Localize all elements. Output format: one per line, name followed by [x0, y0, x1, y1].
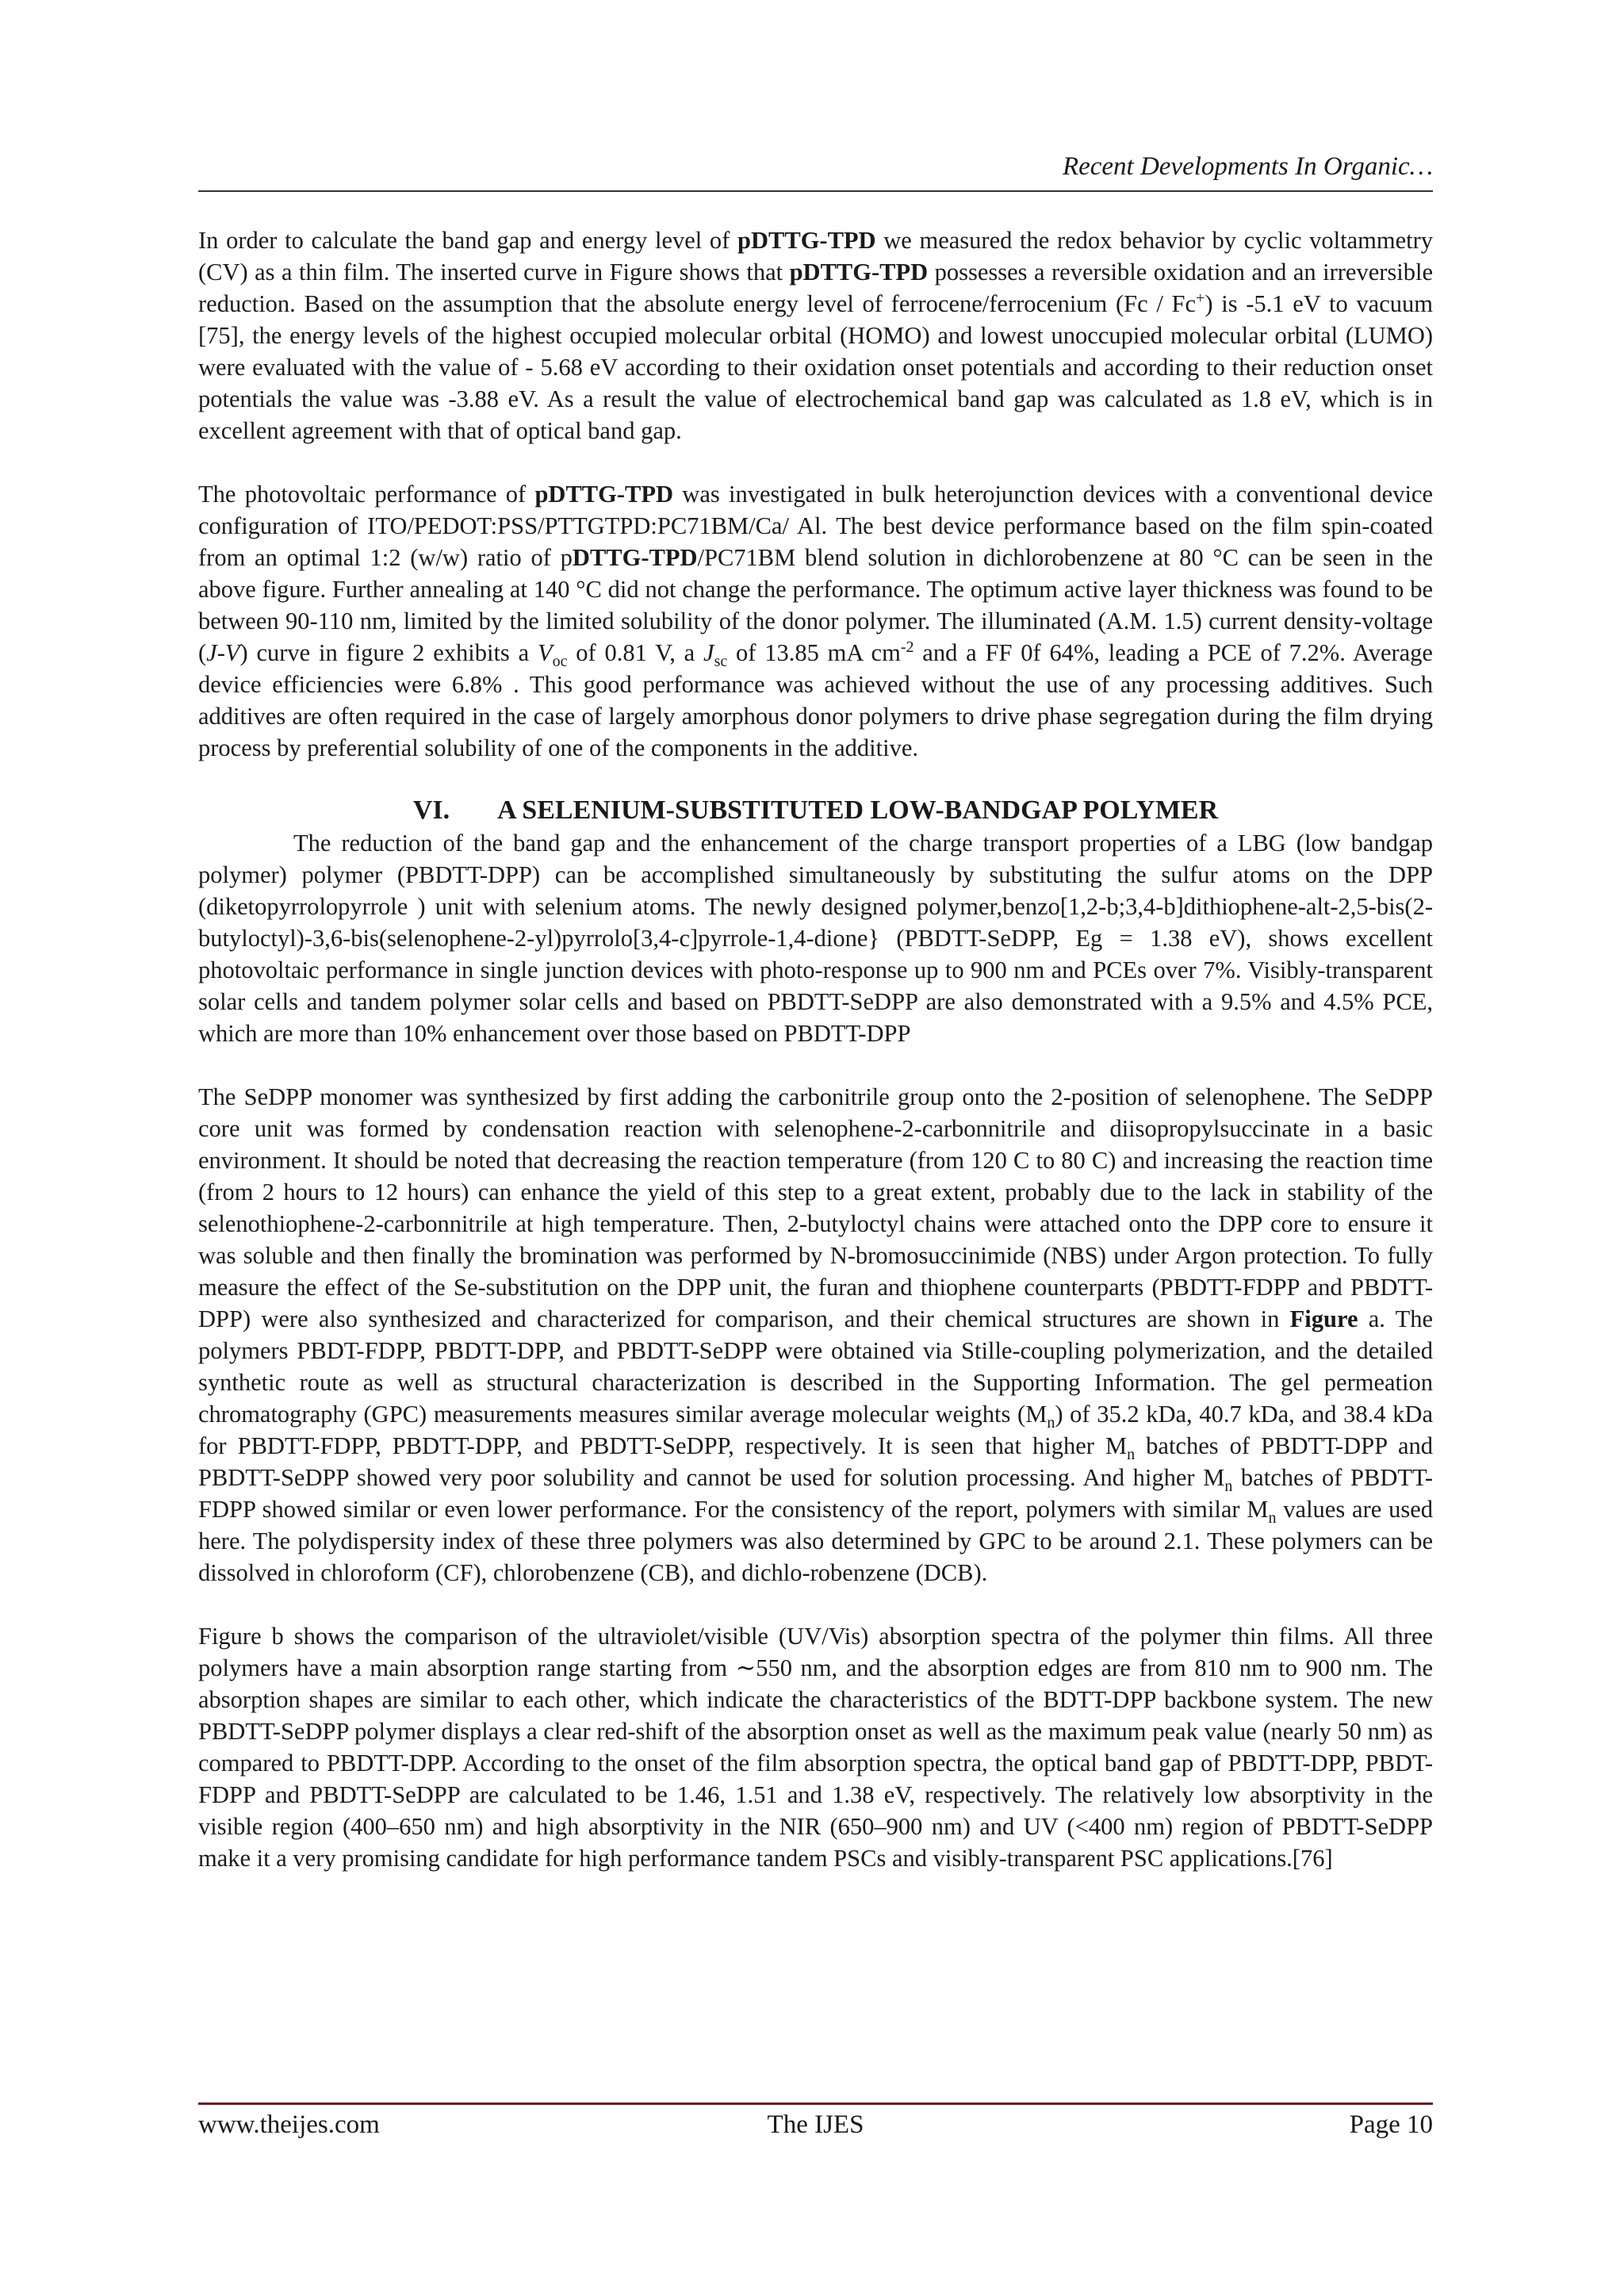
- subscript: n: [1047, 1414, 1055, 1432]
- paragraph-gap: [198, 447, 1433, 478]
- body-text: [198, 224, 1433, 1874]
- text-run: was investigated in bulk heterojunction devices with a conventional device configuration of ITO/PEDOT:PSS/PTTGTPD:PC71BM/Ca/ Al. The best device performance based on the film spin-coated from an optimal 1:2 (w/w) ratio of p: [198, 481, 1433, 571]
- subscript: oc: [552, 653, 568, 671]
- footer-rule: [198, 2102, 1433, 2105]
- subscript: n: [1268, 1509, 1277, 1527]
- text-run: a. The polymers PBDT-FDPP, PBDTT-DPP, and PBDTT-SeDPP were obtained via Stille-coupling polymerization, and the detailed synthetic route as well as structural characterization is described in the Supporting Information. The gel permeation chromatography (GPC) measurements measures similar average molecular weights (M: [198, 1305, 1433, 1428]
- footer-journal-name: The IJES: [767, 2110, 864, 2139]
- text-run: values are used here. The polydispersity index of these three polymers was also determined by GPC to be around 2.1. These polymers can be dissolved in chloroform (CF), chlorobenzene (CB), and dichlo-robenzene (DCB).: [198, 1496, 1433, 1586]
- italic-term: V: [537, 639, 553, 666]
- text-run: and a FF 0f 64%, leading a PCE of 7.2%. Average device efficiencies were 6.8% . This good performance was achieved without the use of any processing additives. Such additives are often required in the case of largely amorphous donor polymers to drive phase segregation during the film drying process by preferential solubility of one of the components in the additive.: [198, 639, 1433, 761]
- footer-page-number: Page 10: [1349, 2110, 1433, 2139]
- bold-term: DTTG-TPD: [572, 544, 698, 571]
- text-run: of 13.85 mA cm: [727, 639, 901, 666]
- text-run: possesses a reversible oxidation and an irreversible reduction. Based on the assumption that the absolute energy level of ferrocene/ferrocenium (Fc / Fc: [198, 259, 1434, 317]
- text-run: ) is -5.1 eV to vacuum [75], the energy levels of the highest occupied molecular orbital (HOMO) and lowest unoccupied molecular orbital (LUMO) were evaluated with the value of - 5.68 eV according to their oxidation onset potentials and according to their reduction onset potentials the value was -3.88 eV. As a result the value of electrochemical band gap was calculated as 1.8 eV, which is in excellent agreement with that of optical band gap.: [198, 290, 1433, 444]
- section-number: VI.: [412, 795, 450, 825]
- paragraph-photovoltaic: [198, 478, 1433, 764]
- superscript: -2: [900, 638, 914, 656]
- footer-website-link[interactable]: www.theijes.com: [198, 2110, 380, 2139]
- paragraph-absorption: Figure b shows the comparison of the ultraviolet/visible (UV/Vis) absorption spectra of the polymer thin films. All three polymers have a main absorption range starting from ∼550 nm, and the absorption edges are from 810 nm to 900 nm. The absorption shapes are similar to each other, which indicate the characteristics of the BDTT-DPP backbone system. The new PBDTT-SeDPP polymer displays a clear red-shift of the absorption onset as well as the maximum peak value (nearly 50 nm) as compared to PBDTT-DPP. According to the onset of the film absorption spectra, the optical band gap of PBDTT-DPP, PBDT-FDPP and PBDTT-SeDPP are calculated to be 1.46, 1.51 and 1.38 eV, respectively. The relatively low absorptivity in the visible region (400–650 nm) and high absorptivity in the NIR (650–900 nm) and UV (<400 nm) region of PBDTT-SeDPP make it a very promising candidate for high performance tandem PSCs and visibly-transparent PSC applications.[76]: [198, 1623, 1433, 1872]
- paragraph-selenium-intro: The reduction of the band gap and the enhancement of the charge transport properties of a LBG (low bandgap polymer) polymer (PBDTT-DPP) can be accomplished simultaneously by substituting the sulfur atoms on the DPP (diketopyrrolopyrrole ) unit with selenium atoms. The newly designed polymer,benzo[1,2-b;3,4-b]dithiophene-alt-2,5-bis(2-butyloctyl)-3,6-bis(selenophene-2-yl)pyrrolo[3,4-c]pyrrole-1,4-dione} (PBDTT-SeDPP, Eg = 1.38 eV), shows excellent photovoltaic performance in single junction devices with photo-response up to 900 nm and PCEs over 7%. Visibly-transparent solar cells and tandem polymer solar cells and based on PBDTT-SeDPP are also demonstrated with a 9.5% and 4.5% PCE, which are more than 10% enhancement over those based on PBDTT-DPP: [198, 830, 1433, 1047]
- running-header: Recent Developments In Organic…: [1062, 152, 1433, 181]
- subscript: sc: [714, 653, 728, 671]
- paragraph-gap: [198, 1049, 1433, 1081]
- bold-term: Figure: [1289, 1305, 1358, 1332]
- text-run: batches of PBDTT-FDPP showed similar or even lower performance. For the consistency of the report, polymers with similar M: [198, 1464, 1433, 1523]
- header-rule: [198, 190, 1433, 192]
- italic-term: J-V: [206, 639, 240, 666]
- text-run: The photovoltaic performance of: [198, 481, 535, 508]
- text-run: of 0.81 V, a: [567, 639, 704, 666]
- paragraph-synthesis: [198, 1081, 1433, 1589]
- bold-term: pDTTG-TPD: [789, 259, 929, 286]
- text-run: batches of PBDTT-DPP and PBDTT-SeDPP showed very poor solubility and cannot be used for solution processing. And higher M: [198, 1432, 1434, 1491]
- text-run: The SeDPP monomer was synthesized by first adding the carbonitrile group onto the 2-position of selenophene. The SeDPP core unit was formed by condensation reaction with selenophene-2-carbonnitrile and diisopropylsuccinate in a basic environment. It should be noted that decreasing the reaction temperature (from 120 C to 80 C) and increasing the reaction time (from 2 hours to 12 hours) can enhance the yield of this step to a great extent, probably due to the lack in stability of the selenothiophene-2-carbonnitrile at high temperature. Then, 2-butyloctyl chains were attached onto the DPP core to ensure it was soluble and then finally the bromination was performed by N-bromosuccinimide (NBS) under Argon protection. To fully measure the effect of the Se-substitution on the DPP unit, the furan and thiophene counterparts (PBDTT-FDPP and PBDTT-DPP) were also synthesized and characterized for comparison, and their chemical structures are shown in: [198, 1083, 1433, 1332]
- text-run: we measured the redox behavior by cyclic voltammetry (CV) as a thin film. The inserted curve in Figure shows that: [198, 227, 1434, 286]
- section-title: A SELENIUM-SUBSTITUTED LOW-BANDGAP POLYMER: [497, 795, 1219, 825]
- text-run: ) of 35.2 kDa, 40.7 kDa, and 38.4 kDa for PBDTT-FDPP, PBDTT-DPP, and PBDTT-SeDPP, respectively. It is seen that higher M: [198, 1401, 1433, 1459]
- text-run: In order to calculate the band gap and energy level of: [198, 227, 738, 254]
- superscript: +: [1196, 289, 1205, 307]
- bold-term: pDTTG-TPD: [534, 481, 674, 508]
- paragraph-band-gap: [198, 224, 1433, 447]
- bold-term: pDTTG-TPD: [737, 227, 876, 254]
- italic-term: J: [703, 639, 714, 666]
- text-run: /PC71BM blend solution in dichlorobenzene at 80 °C can be seen in the above figure. Further annealing at 140 °C did not change the performance. The optimum active layer thickness was found to be between 90-110 nm, limited by the limited solubility of the donor polymer. The illuminated (A.M. 1.5) current density-voltage (: [198, 544, 1433, 666]
- subscript: n: [1224, 1478, 1233, 1496]
- section-heading: [198, 794, 1433, 827]
- paragraph-gap: [198, 1589, 1433, 1620]
- subscript: n: [1127, 1446, 1136, 1464]
- text-run: ) curve in figure 2 exhibits a: [239, 639, 538, 666]
